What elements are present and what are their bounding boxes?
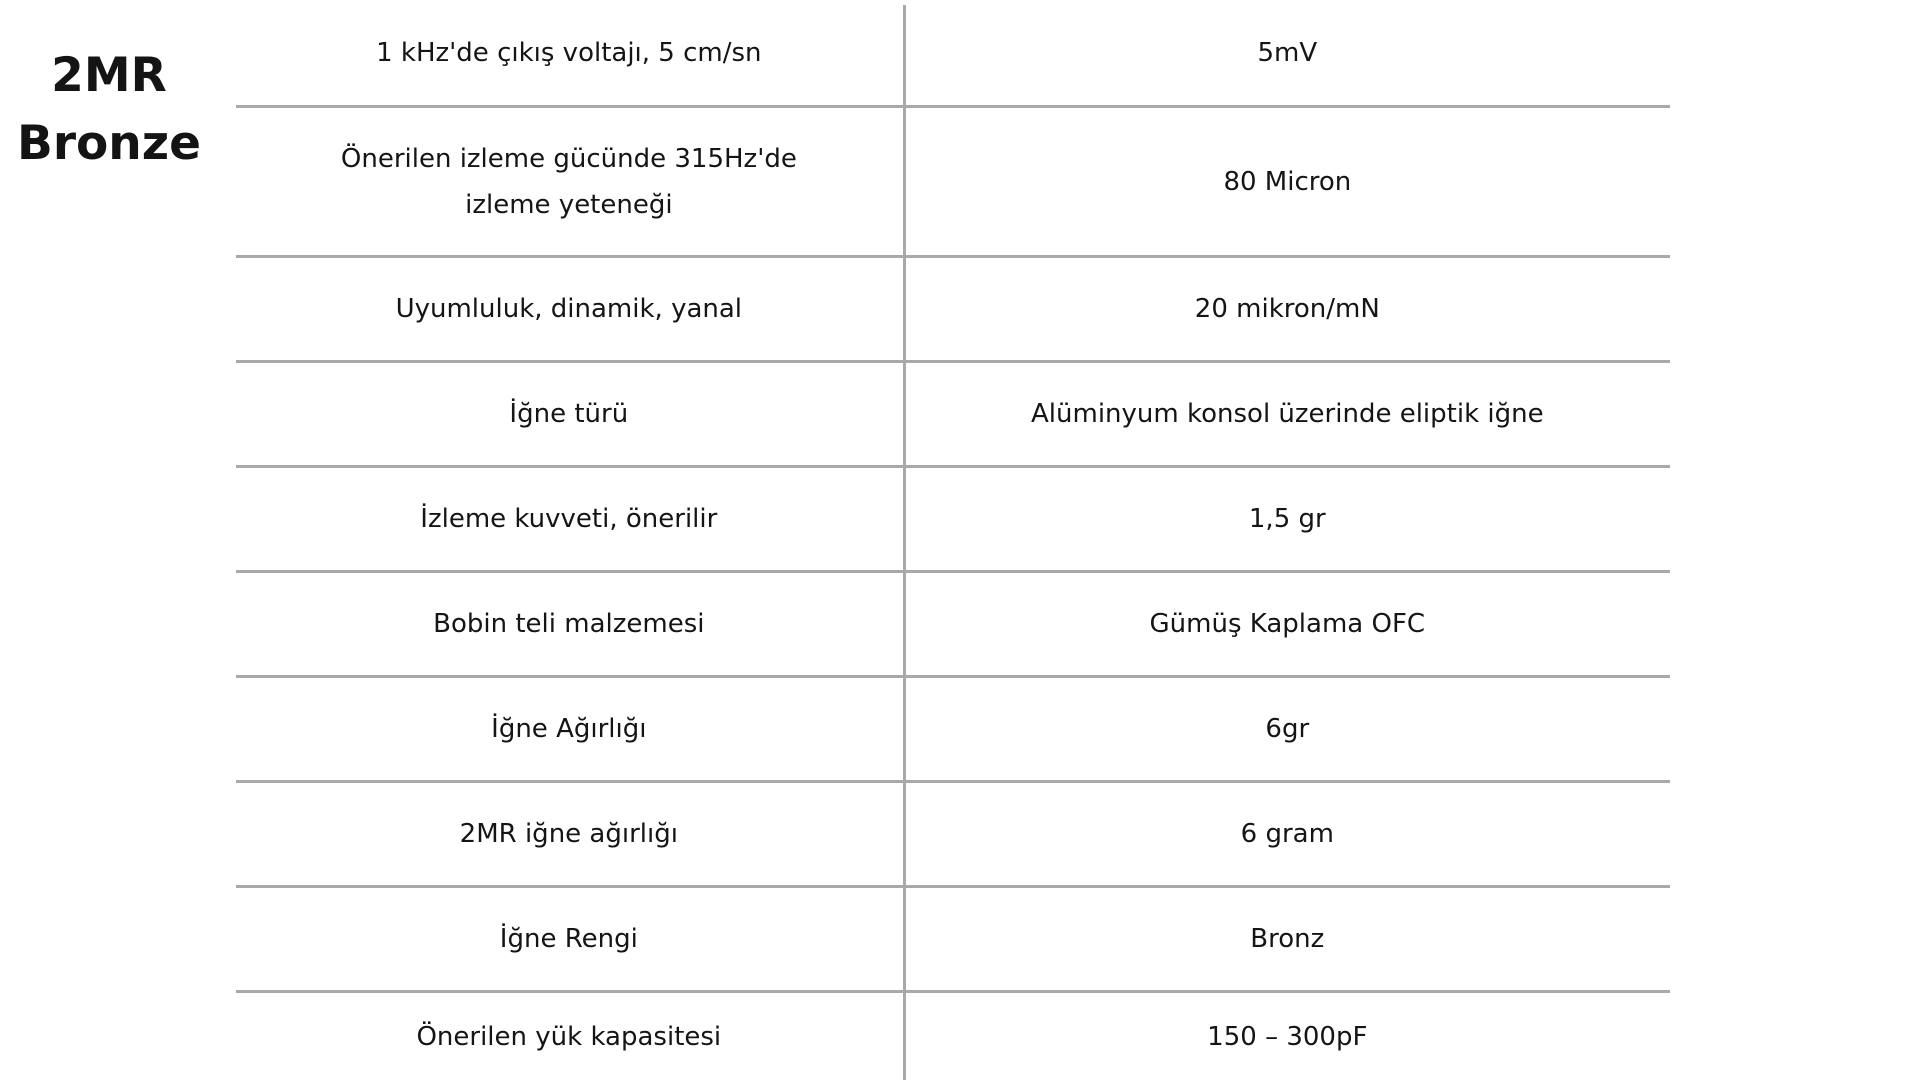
spec-row-compliance [236, 258, 1670, 363]
spec-value: Gümüş Kaplama OFC [1149, 609, 1426, 639]
spec-label: İğne türü [509, 399, 629, 429]
spec-row-tracking-force [236, 468, 1670, 573]
spec-row-coil-wire [236, 573, 1670, 678]
spec-row-2mr-stylus-weight [236, 783, 1670, 888]
spec-value: 20 mikron/mN [1194, 294, 1380, 324]
spec-row-output-voltage [236, 0, 1670, 108]
spec-row-stylus-weight [236, 678, 1670, 783]
spec-label: Bobin teli malzemesi [433, 609, 705, 639]
spec-label: Önerilen izleme gücünde 315Hz'de izleme yeteneği [340, 143, 797, 220]
spec-label: Önerilen yük kapasitesi [416, 1021, 722, 1052]
spec-value: 6 gram [1240, 819, 1334, 849]
spec-value: Bronz [1250, 924, 1325, 954]
spec-row-tracking-ability [236, 108, 1670, 258]
spec-label: 1 kHz'de çıkış voltajı, 5 cm/sn [376, 37, 762, 68]
spec-value: Alüminyum konsol üzerinde eliptik iğne [1031, 399, 1544, 429]
spec-label: İzleme kuvveti, önerilir [420, 504, 718, 534]
spec-label: 2MR iğne ağırlığı [459, 819, 678, 849]
spec-table [236, 0, 1670, 1080]
product-title-variant: Bronze [17, 116, 201, 171]
spec-row-stylus-type [236, 363, 1670, 468]
spec-value: 150 – 300pF [1207, 1021, 1368, 1052]
spec-value: 5mV [1257, 37, 1318, 68]
spec-label: Uyumluluk, dinamik, yanal [395, 294, 743, 324]
spec-row-load-capacitance [236, 993, 1670, 1080]
spec-row-stylus-color [236, 888, 1670, 993]
spec-label: İğne Rengi [499, 924, 638, 954]
spec-value: 6gr [1265, 714, 1310, 744]
spec-value: 1,5 gr [1248, 504, 1326, 534]
spec-label: İğne Ağırlığı [491, 714, 647, 744]
product-title-model: 2MR [51, 48, 167, 103]
spec-value: 80 Micron [1223, 166, 1352, 197]
product-title [0, 42, 218, 178]
